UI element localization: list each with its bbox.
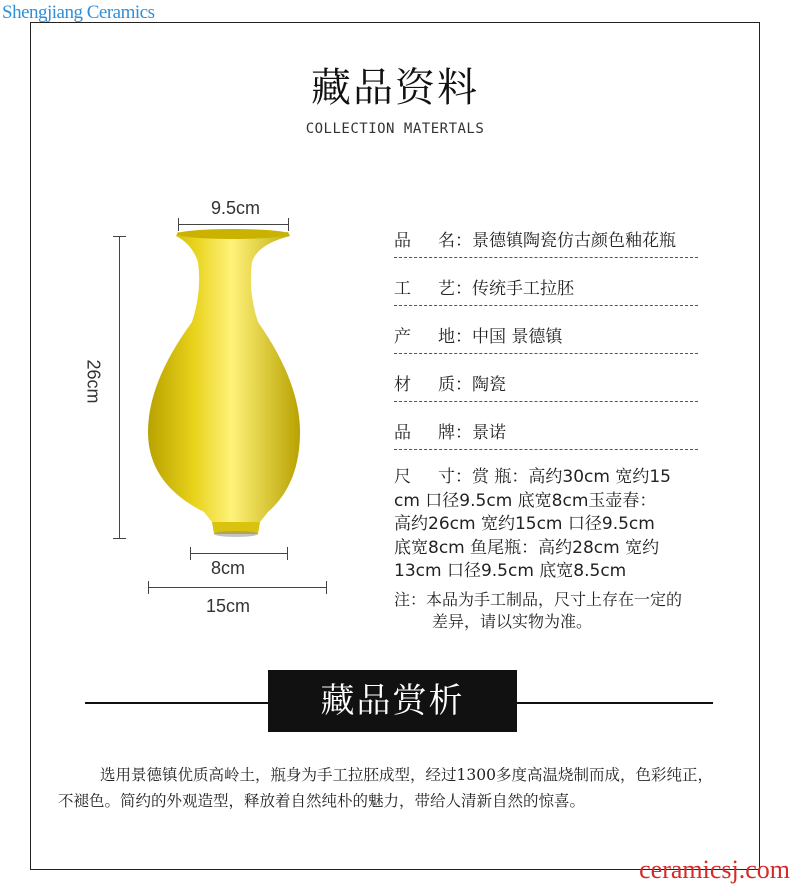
spec-key-2: 质: [438, 375, 455, 395]
size-line-4: 13cm 口径9.5cm 底宽8.5cm: [394, 561, 627, 581]
page-title: 藏品资料: [311, 65, 479, 111]
spec-key-1: 产: [394, 327, 411, 347]
base-dimension-line: [190, 553, 287, 554]
mouth-dimension: 9.5cm: [211, 198, 261, 218]
size-line-0: 尺 寸：赏 瓶：高约30cm 宽约15: [394, 466, 714, 490]
yellow-vase-illustration: [140, 222, 340, 542]
vase-foot-shadow: [214, 531, 258, 537]
vase-body: [148, 232, 300, 522]
spec-row: 品 牌：景诺: [394, 418, 698, 450]
description-paragraph: 选用景德镇优质高岭土，瓶身为手工拉胚成型，经过1300多度高温烧制而成，色彩纯正，不褪色。简约的外观造型，释放着自然纯朴的魅力，带给人清新自然的惊喜。: [58, 766, 713, 810]
spec-value: 传统手工拉胚: [472, 279, 574, 299]
spec-key-1: 品: [394, 423, 411, 443]
base-tick-left: [190, 547, 191, 560]
spec-key-2: 名: [438, 231, 455, 251]
base-tick-right: [287, 547, 288, 560]
section-title: 藏品赏析: [268, 670, 517, 732]
spec-row: 品 名：景德镇陶瓷仿古颜色釉花瓶: [394, 226, 698, 258]
spec-key-1: 工: [394, 279, 411, 299]
watermark-top: Shengjiang Ceramics: [2, 2, 155, 23]
height-tick-top: [113, 236, 126, 237]
size-line-1: cm 口径9.5cm 底宽8cm玉壶春：: [394, 490, 657, 511]
section-rule-left: [85, 702, 268, 704]
note-line-2: 差异，请以实物为准。: [432, 612, 593, 631]
note-line-1: 注：本品为手工制品，尺寸上存在一定的: [394, 590, 683, 609]
height-tick-bottom: [113, 538, 126, 539]
spec-key-1: 材: [394, 375, 411, 395]
spec-value: 景德镇陶瓷仿古颜色釉花瓶: [472, 231, 676, 251]
spec-value: 景诺: [472, 423, 506, 443]
spec-key-2: 艺: [438, 279, 455, 299]
spec-row: 产 地：中国 景德镇: [394, 322, 698, 354]
spec-value: 中国 景德镇: [472, 327, 563, 347]
width-tick-left: [148, 581, 149, 594]
base-dimension: 8cm: [211, 558, 246, 578]
width-dimension: 15cm: [206, 596, 251, 616]
handmade-note: [394, 589, 734, 633]
size-label-2: 寸: [438, 467, 455, 487]
size-line-2: 高约26cm 宽约15cm 口径9.5cm: [394, 514, 655, 534]
size-text-0: 赏 瓶：高约30cm 宽约15: [472, 467, 671, 487]
spec-key-2: 地: [438, 327, 455, 347]
vase-mouth: [177, 229, 289, 239]
spec-key-2: 牌: [438, 423, 455, 443]
spec-key-1: 品: [394, 231, 411, 251]
page-subtitle: COLLECTION MATERTALS: [305, 121, 485, 137]
size-line-3: 底宽8cm 鱼尾瓶：高约28cm 宽约: [394, 537, 660, 558]
spec-value: 陶瓷: [472, 375, 506, 395]
size-label-1: 尺: [394, 467, 411, 487]
section-rule-right: [517, 702, 713, 704]
width-tick-right: [326, 581, 327, 594]
spec-row: 材 质：陶瓷: [394, 370, 698, 402]
width-dimension-line: [148, 587, 326, 588]
watermark-bottom: ceramicsj.com: [639, 855, 790, 884]
height-dimension: 26cm: [83, 359, 104, 404]
spec-row: 工 艺：传统手工拉胚: [394, 274, 698, 306]
size-spec: [394, 466, 714, 584]
height-dimension-line: [119, 236, 120, 538]
